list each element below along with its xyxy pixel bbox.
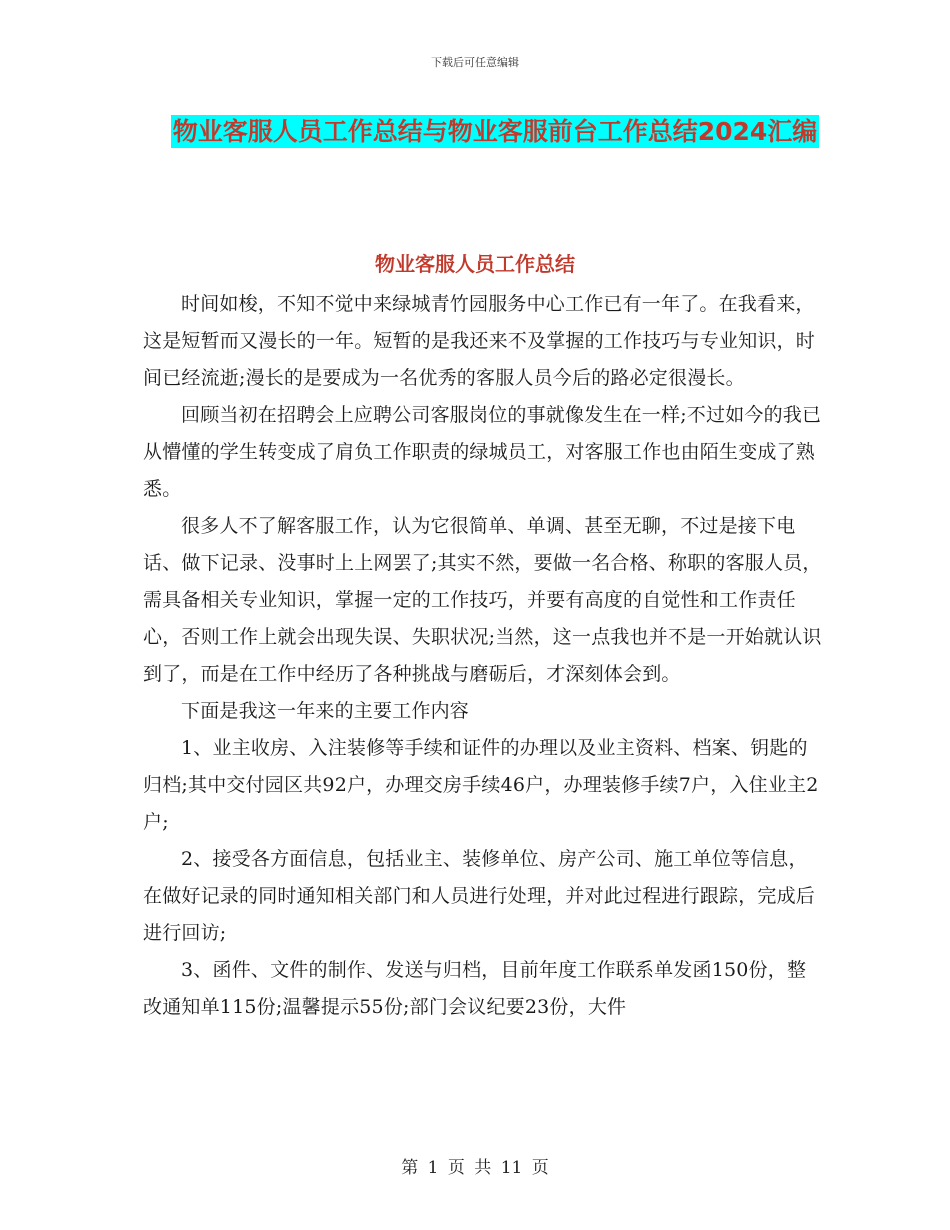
- paragraph: 很多人不了解客服工作，认为它很简单、单调、甚至无聊，不过是接下电话、做下记录、没事时上上网罢了;其实不然，要做一名合格、称职的客服人员，需具备相关专业知识，掌握一定的工作技巧，并要有高度的自觉性和工作责任心，否则工作上就会出现失误、失职状况;当然，这一点我也并不是一开始就认识到了，而是在工作中经历了各种挑战与磨砺后，才深刻体会到。: [143, 515, 822, 685]
- paragraph: 回顾当初在招聘会上应聘公司客服岗位的事就像发生在一样;不过如今的我已从懵懂的学生转变成了肩负工作职责的绿城员工，对客服工作也由陌生变成了熟悉。: [143, 404, 822, 500]
- document-title: [150, 108, 840, 156]
- page-header-note: 下载后可任意编辑: [431, 56, 519, 69]
- document-body: [143, 286, 823, 1026]
- paragraph: 2、接受各方面信息，包括业主、装修单位、房产公司、施工单位等信息，在做好记录的同时通知相关部门和人员进行处理，并对此过程进行跟踪，完成后进行回访;: [143, 848, 816, 944]
- paragraph: 3、函件、文件的制作、发送与归档，目前年度工作联系单发函150份，整改通知单115份;温馨提示55份;部门会议纪要23份，大件: [143, 959, 807, 1018]
- document-title-text: 物业客服人员工作总结与物业客服前台工作总结2024汇编: [172, 117, 818, 146]
- paragraph: 时间如梭，不知不觉中来绿城青竹园服务中心工作已有一年了。在我看来，这是短暂而又漫长的一年。短暂的是我还来不及掌握的工作技巧与专业知识，时间已经流逝;漫长的是要成为一名优秀的客服人员今后的路必定很漫长。: [143, 293, 816, 389]
- paragraph: 下面是我这一年来的主要工作内容: [181, 700, 470, 722]
- paragraph: 1、业主收房、入注装修等手续和证件的办理以及业主资料、档案、钥匙的归档;其中交付园区共92户，办理交房手续46户，办理装修手续7户，入住业主2户;: [143, 737, 819, 833]
- page-number-footer: 第 1 页 共 11 页: [401, 1158, 549, 1178]
- section-title: 物业客服人员工作总结: [375, 252, 575, 276]
